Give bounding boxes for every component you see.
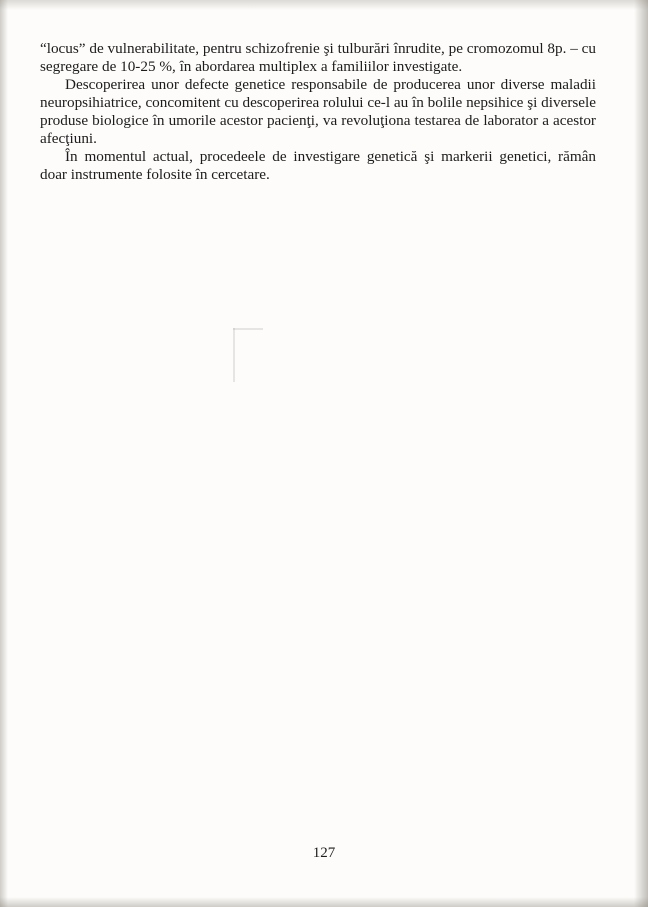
paragraph-3: În momentul actual, procedeele de investigare genetică şi markerii genetici, rămân doar instrumente folosite în cercetare. [40, 148, 596, 183]
show-through-bar-top [233, 328, 263, 330]
show-through-bar [233, 328, 235, 382]
paragraph-1: “locus” de vulnerabilitate, pentru schizofrenie şi tulburări înrudite, pe cromozomul 8p. – cu segregare de 10-25 %, în abordarea multiplex a familiilor investigate. [40, 40, 596, 75]
page-number: 127 [312, 845, 336, 861]
page-edge-shadow-right [634, 0, 648, 907]
page-edge-shadow-bottom [0, 897, 648, 907]
paragraph-2: Descoperirea unor defecte genetice responsabile de producerea unor diverse maladii neuropsihiatrice, concomitent cu descoperirea rolului ce-l au în bolile nepsihice şi diversele produse biologice în umorile acestor pacienţi, va revoluţiona testarea de laborator a acestor afecţiuni. [40, 76, 596, 147]
page-edge-shadow-top [0, 0, 648, 10]
page-edge-shadow-left [0, 0, 8, 907]
body-text [40, 40, 596, 184]
